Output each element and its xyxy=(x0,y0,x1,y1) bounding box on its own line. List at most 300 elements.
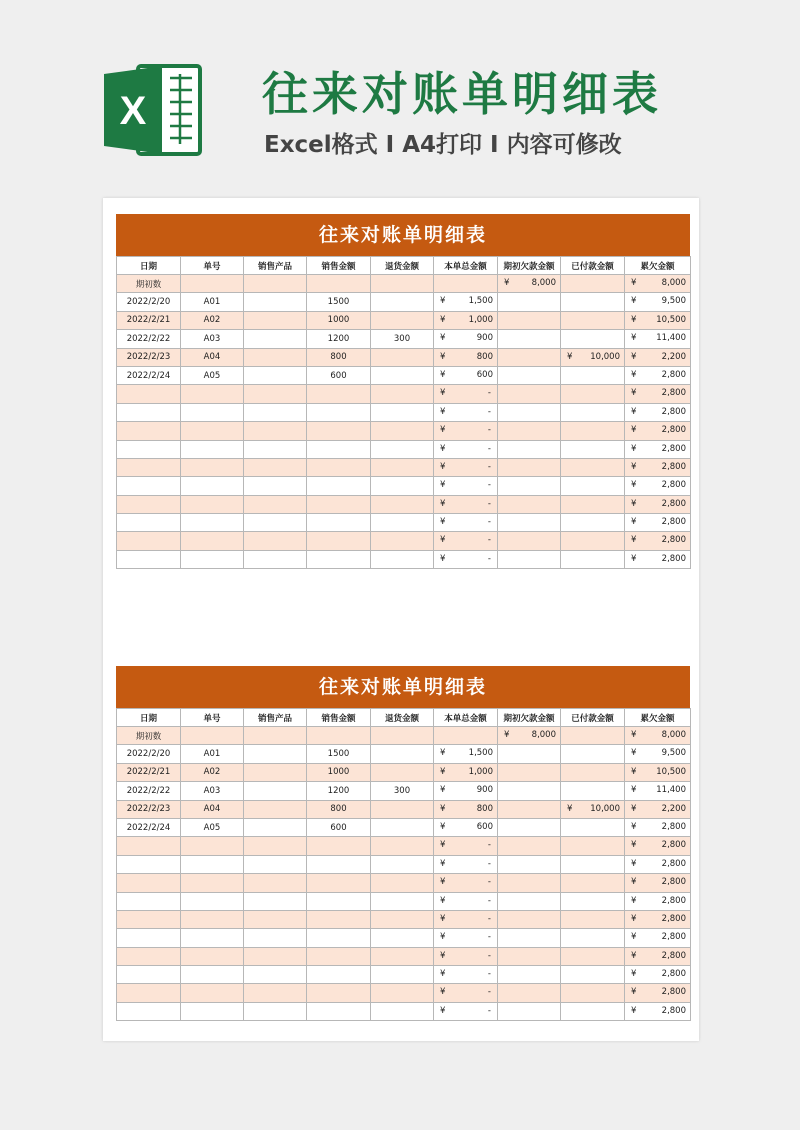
table-cell[interactable] xyxy=(244,514,307,532)
table-cell[interactable] xyxy=(498,293,561,311)
table-cell[interactable] xyxy=(434,892,498,910)
table-cell[interactable] xyxy=(561,458,625,476)
cell-value: 2,200 xyxy=(661,351,686,362)
table-cell[interactable] xyxy=(244,550,307,568)
table-cell[interactable] xyxy=(307,495,371,513)
table-cell[interactable] xyxy=(244,818,307,836)
table-cell[interactable] xyxy=(561,293,625,311)
table-cell[interactable] xyxy=(371,532,434,550)
table-cell[interactable] xyxy=(434,403,498,421)
table-cell[interactable] xyxy=(625,818,691,836)
table-cell[interactable]: 期初数 xyxy=(117,275,181,293)
table-cell[interactable] xyxy=(371,293,434,311)
table-cell[interactable] xyxy=(561,874,625,892)
table-cell[interactable] xyxy=(434,874,498,892)
table-cell[interactable] xyxy=(561,348,625,366)
table-cell[interactable] xyxy=(498,330,561,348)
table-cell[interactable] xyxy=(561,929,625,947)
table-cell[interactable] xyxy=(244,440,307,458)
table-cell[interactable] xyxy=(307,984,371,1002)
table-cell[interactable] xyxy=(498,892,561,910)
table-cell[interactable] xyxy=(561,366,625,384)
table-cell[interactable] xyxy=(117,514,181,532)
table-cell[interactable] xyxy=(625,477,691,495)
table-cell[interactable] xyxy=(117,855,181,873)
table-cell[interactable] xyxy=(307,966,371,984)
table-cell[interactable] xyxy=(244,874,307,892)
table-cell[interactable] xyxy=(498,910,561,928)
table-cell[interactable] xyxy=(307,837,371,855)
table-cell[interactable] xyxy=(181,910,244,928)
table-cell[interactable]: 2022/2/24 xyxy=(117,818,181,836)
table-cell[interactable] xyxy=(117,458,181,476)
table-cell[interactable] xyxy=(307,855,371,873)
table-cell[interactable] xyxy=(498,348,561,366)
table-cell[interactable]: 1000 xyxy=(307,311,371,329)
table-cell[interactable] xyxy=(561,984,625,1002)
table-cell[interactable] xyxy=(625,874,691,892)
table-cell[interactable] xyxy=(625,330,691,348)
table-cell[interactable] xyxy=(244,422,307,440)
table-cell[interactable]: 800 xyxy=(307,800,371,818)
table-cell[interactable] xyxy=(561,727,625,745)
table-cell[interactable]: 期初数 xyxy=(117,727,181,745)
table-cell[interactable] xyxy=(498,874,561,892)
table-cell[interactable] xyxy=(434,910,498,928)
table-cell[interactable]: 2022/2/23 xyxy=(117,800,181,818)
table-cell[interactable]: A01 xyxy=(181,745,244,763)
table-cell[interactable]: 800 xyxy=(307,348,371,366)
table-cell[interactable] xyxy=(625,984,691,1002)
table-cell[interactable] xyxy=(498,458,561,476)
currency-symbol: ¥ xyxy=(440,517,446,528)
table-cell[interactable] xyxy=(561,1002,625,1020)
table-cell[interactable] xyxy=(117,947,181,965)
table-cell[interactable] xyxy=(625,966,691,984)
table-cell[interactable] xyxy=(371,550,434,568)
table-cell[interactable] xyxy=(371,495,434,513)
table-cell[interactable] xyxy=(117,892,181,910)
table-cell[interactable] xyxy=(434,495,498,513)
table-cell[interactable] xyxy=(307,385,371,403)
table-cell[interactable] xyxy=(181,275,244,293)
table-cell[interactable] xyxy=(244,892,307,910)
table-cell[interactable] xyxy=(434,745,498,763)
table-cell[interactable] xyxy=(117,385,181,403)
table-cell[interactable] xyxy=(625,422,691,440)
table-cell[interactable] xyxy=(117,495,181,513)
table-cell[interactable] xyxy=(561,800,625,818)
table-cell[interactable] xyxy=(307,727,371,745)
table-cell[interactable]: 2022/2/24 xyxy=(117,366,181,384)
cell-value: - xyxy=(487,480,491,491)
table-cell[interactable] xyxy=(434,458,498,476)
table-cell[interactable] xyxy=(117,929,181,947)
table-cell[interactable] xyxy=(434,366,498,384)
table-cell[interactable] xyxy=(561,532,625,550)
table-cell[interactable] xyxy=(561,947,625,965)
table-cell[interactable] xyxy=(181,855,244,873)
currency-symbol: ¥ xyxy=(631,369,637,380)
table-cell[interactable] xyxy=(371,892,434,910)
table-cell[interactable] xyxy=(561,818,625,836)
table-cell[interactable] xyxy=(244,910,307,928)
table-cell[interactable] xyxy=(307,1002,371,1020)
table-cell[interactable] xyxy=(117,477,181,495)
currency-symbol: ¥ xyxy=(440,785,446,796)
table-cell[interactable] xyxy=(561,495,625,513)
table-cell[interactable] xyxy=(371,514,434,532)
table-cell[interactable] xyxy=(371,458,434,476)
table-cell[interactable]: A03 xyxy=(181,330,244,348)
table-cell[interactable]: A04 xyxy=(181,800,244,818)
table-cell[interactable] xyxy=(181,550,244,568)
table-cell[interactable] xyxy=(561,550,625,568)
table-cell[interactable] xyxy=(307,910,371,928)
table-cell[interactable] xyxy=(117,910,181,928)
table-cell[interactable] xyxy=(498,275,561,293)
table-cell[interactable] xyxy=(307,422,371,440)
table-cell[interactable] xyxy=(434,275,498,293)
table-cell[interactable] xyxy=(561,782,625,800)
table-cell[interactable] xyxy=(244,782,307,800)
table-cell[interactable]: A02 xyxy=(181,763,244,781)
table-cell[interactable]: 600 xyxy=(307,818,371,836)
table-cell[interactable] xyxy=(625,855,691,873)
table-cell[interactable] xyxy=(498,385,561,403)
table-cell[interactable] xyxy=(498,477,561,495)
table-cell[interactable] xyxy=(561,892,625,910)
table-cell[interactable]: 1200 xyxy=(307,782,371,800)
table-cell[interactable] xyxy=(244,1002,307,1020)
table-cell[interactable]: 1500 xyxy=(307,745,371,763)
table-cell[interactable] xyxy=(371,1002,434,1020)
table-cell[interactable] xyxy=(434,348,498,366)
table-cell[interactable] xyxy=(244,385,307,403)
table-cell[interactable] xyxy=(561,403,625,421)
table-cell[interactable] xyxy=(371,275,434,293)
table-cell[interactable] xyxy=(434,800,498,818)
table-cell[interactable] xyxy=(434,929,498,947)
table-cell[interactable] xyxy=(307,947,371,965)
table-cell[interactable] xyxy=(625,495,691,513)
table-cell[interactable] xyxy=(625,892,691,910)
table-cell[interactable] xyxy=(434,837,498,855)
table-cell[interactable] xyxy=(561,311,625,329)
table-cell[interactable] xyxy=(307,550,371,568)
table-cell[interactable] xyxy=(498,800,561,818)
table-cell[interactable]: A03 xyxy=(181,782,244,800)
table-cell[interactable] xyxy=(371,800,434,818)
table-cell[interactable] xyxy=(371,440,434,458)
table-cell[interactable] xyxy=(181,1002,244,1020)
table-cell[interactable] xyxy=(307,532,371,550)
table-cell[interactable] xyxy=(244,984,307,1002)
table-cell[interactable] xyxy=(561,440,625,458)
table-cell[interactable] xyxy=(498,403,561,421)
table-cell[interactable] xyxy=(371,385,434,403)
table-cell[interactable] xyxy=(244,745,307,763)
table-cell[interactable] xyxy=(371,403,434,421)
table-cell[interactable] xyxy=(625,403,691,421)
table-cell[interactable] xyxy=(434,440,498,458)
table-cell[interactable] xyxy=(498,984,561,1002)
table-cell[interactable] xyxy=(434,818,498,836)
table-cell[interactable] xyxy=(434,477,498,495)
table-cell[interactable]: 1500 xyxy=(307,293,371,311)
table-cell[interactable]: 600 xyxy=(307,366,371,384)
table-cell[interactable] xyxy=(498,311,561,329)
table-cell[interactable] xyxy=(434,966,498,984)
table-cell[interactable] xyxy=(434,330,498,348)
table-cell[interactable] xyxy=(434,514,498,532)
table-cell[interactable] xyxy=(307,440,371,458)
table-cell[interactable] xyxy=(625,947,691,965)
table-cell[interactable] xyxy=(117,440,181,458)
table-cell[interactable] xyxy=(561,477,625,495)
table-cell[interactable]: A01 xyxy=(181,293,244,311)
table-cell[interactable] xyxy=(117,966,181,984)
table-cell[interactable]: 2022/2/22 xyxy=(117,330,181,348)
table-cell[interactable] xyxy=(498,966,561,984)
table-cell[interactable] xyxy=(244,477,307,495)
table-cell[interactable] xyxy=(498,837,561,855)
table-cell[interactable] xyxy=(434,782,498,800)
table-cell[interactable] xyxy=(498,745,561,763)
table-cell[interactable] xyxy=(371,818,434,836)
table-cell[interactable] xyxy=(244,966,307,984)
table-cell[interactable] xyxy=(625,837,691,855)
table-cell[interactable] xyxy=(244,366,307,384)
table-cell[interactable] xyxy=(117,874,181,892)
table-cell[interactable] xyxy=(307,275,371,293)
table-cell[interactable] xyxy=(561,330,625,348)
table-cell[interactable] xyxy=(561,745,625,763)
table-cell[interactable] xyxy=(244,275,307,293)
table-cell[interactable] xyxy=(371,477,434,495)
table-cell[interactable] xyxy=(371,727,434,745)
table-cell[interactable] xyxy=(371,910,434,928)
table-cell[interactable] xyxy=(434,532,498,550)
table-cell[interactable] xyxy=(371,763,434,781)
table-cell[interactable] xyxy=(498,763,561,781)
table-cell[interactable] xyxy=(181,947,244,965)
table-cell[interactable] xyxy=(181,892,244,910)
table-cell[interactable] xyxy=(625,293,691,311)
table-cell[interactable] xyxy=(244,837,307,855)
table-cell[interactable] xyxy=(244,330,307,348)
table-cell[interactable] xyxy=(371,311,434,329)
currency-symbol: ¥ xyxy=(440,748,446,759)
cell-value: - xyxy=(487,1005,491,1016)
table-cell[interactable] xyxy=(371,422,434,440)
table-cell[interactable] xyxy=(625,763,691,781)
table-cell[interactable] xyxy=(181,727,244,745)
table-cell[interactable] xyxy=(181,929,244,947)
table-cell[interactable] xyxy=(498,947,561,965)
table-cell[interactable] xyxy=(244,727,307,745)
table-cell[interactable]: 2022/2/20 xyxy=(117,745,181,763)
table-cell[interactable] xyxy=(498,727,561,745)
table-cell[interactable] xyxy=(498,550,561,568)
table-cell[interactable] xyxy=(244,293,307,311)
table-cell[interactable] xyxy=(117,532,181,550)
table-cell[interactable] xyxy=(117,984,181,1002)
table-cell[interactable] xyxy=(434,984,498,1002)
table-cell[interactable] xyxy=(561,910,625,928)
table-cell[interactable] xyxy=(498,782,561,800)
table-cell[interactable] xyxy=(561,763,625,781)
table-cell[interactable] xyxy=(371,984,434,1002)
table-cell[interactable] xyxy=(244,800,307,818)
table-cell[interactable] xyxy=(434,293,498,311)
table-cell[interactable] xyxy=(244,311,307,329)
table-cell[interactable] xyxy=(371,874,434,892)
table-cell[interactable] xyxy=(625,727,691,745)
table-cell[interactable] xyxy=(244,403,307,421)
table-cell[interactable] xyxy=(181,874,244,892)
table-cell[interactable] xyxy=(498,532,561,550)
table-cell[interactable]: 2022/2/20 xyxy=(117,293,181,311)
table-cell[interactable]: 2022/2/21 xyxy=(117,763,181,781)
table-cell[interactable] xyxy=(244,348,307,366)
table-cell[interactable] xyxy=(181,984,244,1002)
table-cell[interactable] xyxy=(371,929,434,947)
table-cell[interactable] xyxy=(181,532,244,550)
table-cell[interactable] xyxy=(181,422,244,440)
cell-value: 2,800 xyxy=(661,840,686,851)
table-cell[interactable] xyxy=(307,403,371,421)
cell-value: 2,800 xyxy=(661,877,686,888)
table-cell[interactable] xyxy=(625,458,691,476)
table-cell[interactable] xyxy=(307,929,371,947)
table-cell[interactable] xyxy=(498,514,561,532)
table-cell[interactable] xyxy=(625,348,691,366)
table-cell[interactable] xyxy=(434,947,498,965)
table-cell[interactable] xyxy=(498,440,561,458)
table-cell[interactable] xyxy=(498,366,561,384)
table-cell[interactable] xyxy=(625,366,691,384)
table-cell[interactable] xyxy=(625,311,691,329)
cell-value: - xyxy=(487,517,491,528)
table-cell[interactable] xyxy=(117,550,181,568)
table-cell[interactable] xyxy=(625,532,691,550)
table-cell[interactable] xyxy=(244,929,307,947)
table-cell[interactable] xyxy=(117,403,181,421)
table-cell[interactable] xyxy=(244,763,307,781)
table-cell[interactable] xyxy=(434,311,498,329)
table-cell[interactable] xyxy=(434,1002,498,1020)
table-cell[interactable] xyxy=(625,1002,691,1020)
table-cell[interactable]: A04 xyxy=(181,348,244,366)
table-cell[interactable] xyxy=(434,855,498,873)
table-cell[interactable] xyxy=(244,947,307,965)
table-cell[interactable] xyxy=(561,966,625,984)
table-cell[interactable]: 2022/2/23 xyxy=(117,348,181,366)
table-cell[interactable]: A02 xyxy=(181,311,244,329)
table-cell[interactable] xyxy=(181,966,244,984)
table-cell[interactable] xyxy=(434,385,498,403)
table-cell[interactable] xyxy=(244,855,307,873)
table-cell[interactable] xyxy=(307,477,371,495)
table-cell[interactable] xyxy=(244,458,307,476)
table-cell[interactable] xyxy=(498,422,561,440)
table-cell[interactable] xyxy=(625,385,691,403)
table-cell[interactable] xyxy=(434,422,498,440)
table-cell[interactable]: A05 xyxy=(181,818,244,836)
table-cell[interactable] xyxy=(181,837,244,855)
table-cell[interactable] xyxy=(625,550,691,568)
table-cell[interactable] xyxy=(181,495,244,513)
table-cell[interactable] xyxy=(434,763,498,781)
table-cell[interactable]: 1200 xyxy=(307,330,371,348)
table-cell[interactable]: 2022/2/21 xyxy=(117,311,181,329)
table-cell[interactable] xyxy=(371,855,434,873)
table-cell[interactable] xyxy=(561,837,625,855)
table-cell[interactable] xyxy=(498,1002,561,1020)
currency-symbol: ¥ xyxy=(631,443,637,454)
table-cell[interactable]: 1000 xyxy=(307,763,371,781)
table-cell[interactable] xyxy=(117,422,181,440)
table-cell[interactable] xyxy=(371,966,434,984)
table-cell[interactable] xyxy=(181,458,244,476)
table-cell[interactable] xyxy=(498,818,561,836)
table-cell[interactable] xyxy=(625,929,691,947)
table-cell[interactable] xyxy=(117,1002,181,1020)
table-cell[interactable] xyxy=(307,874,371,892)
table-cell[interactable] xyxy=(181,477,244,495)
table-cell[interactable] xyxy=(561,514,625,532)
table-cell[interactable] xyxy=(434,550,498,568)
table-cell[interactable] xyxy=(625,745,691,763)
table-cell[interactable] xyxy=(117,837,181,855)
table-cell[interactable] xyxy=(625,440,691,458)
table-cell[interactable] xyxy=(371,745,434,763)
table-cell[interactable] xyxy=(371,348,434,366)
table-cell[interactable]: 300 xyxy=(371,330,434,348)
table-cell[interactable] xyxy=(181,403,244,421)
table-cell[interactable] xyxy=(307,892,371,910)
table-cell[interactable] xyxy=(244,532,307,550)
table-cell[interactable] xyxy=(371,947,434,965)
table-cell[interactable] xyxy=(561,422,625,440)
table-cell[interactable] xyxy=(498,929,561,947)
table-cell[interactable] xyxy=(625,910,691,928)
table-cell[interactable]: 300 xyxy=(371,782,434,800)
table-cell[interactable] xyxy=(181,514,244,532)
table-cell[interactable] xyxy=(307,458,371,476)
table-cell[interactable]: A05 xyxy=(181,366,244,384)
table-cell[interactable] xyxy=(561,855,625,873)
table-cell[interactable] xyxy=(498,855,561,873)
table-cell[interactable] xyxy=(498,495,561,513)
table-cell[interactable] xyxy=(181,385,244,403)
table-cell[interactable] xyxy=(434,727,498,745)
table-cell[interactable] xyxy=(625,800,691,818)
table-cell[interactable] xyxy=(625,514,691,532)
table-cell[interactable] xyxy=(307,514,371,532)
table-cell[interactable] xyxy=(625,782,691,800)
table-cell[interactable] xyxy=(244,495,307,513)
table-cell[interactable] xyxy=(371,837,434,855)
table-cell[interactable] xyxy=(371,366,434,384)
table-cell[interactable] xyxy=(625,275,691,293)
table-cell[interactable] xyxy=(561,275,625,293)
table-cell[interactable] xyxy=(181,440,244,458)
cell-value: - xyxy=(487,950,491,961)
table-cell[interactable] xyxy=(561,385,625,403)
table-cell[interactable]: 2022/2/22 xyxy=(117,782,181,800)
